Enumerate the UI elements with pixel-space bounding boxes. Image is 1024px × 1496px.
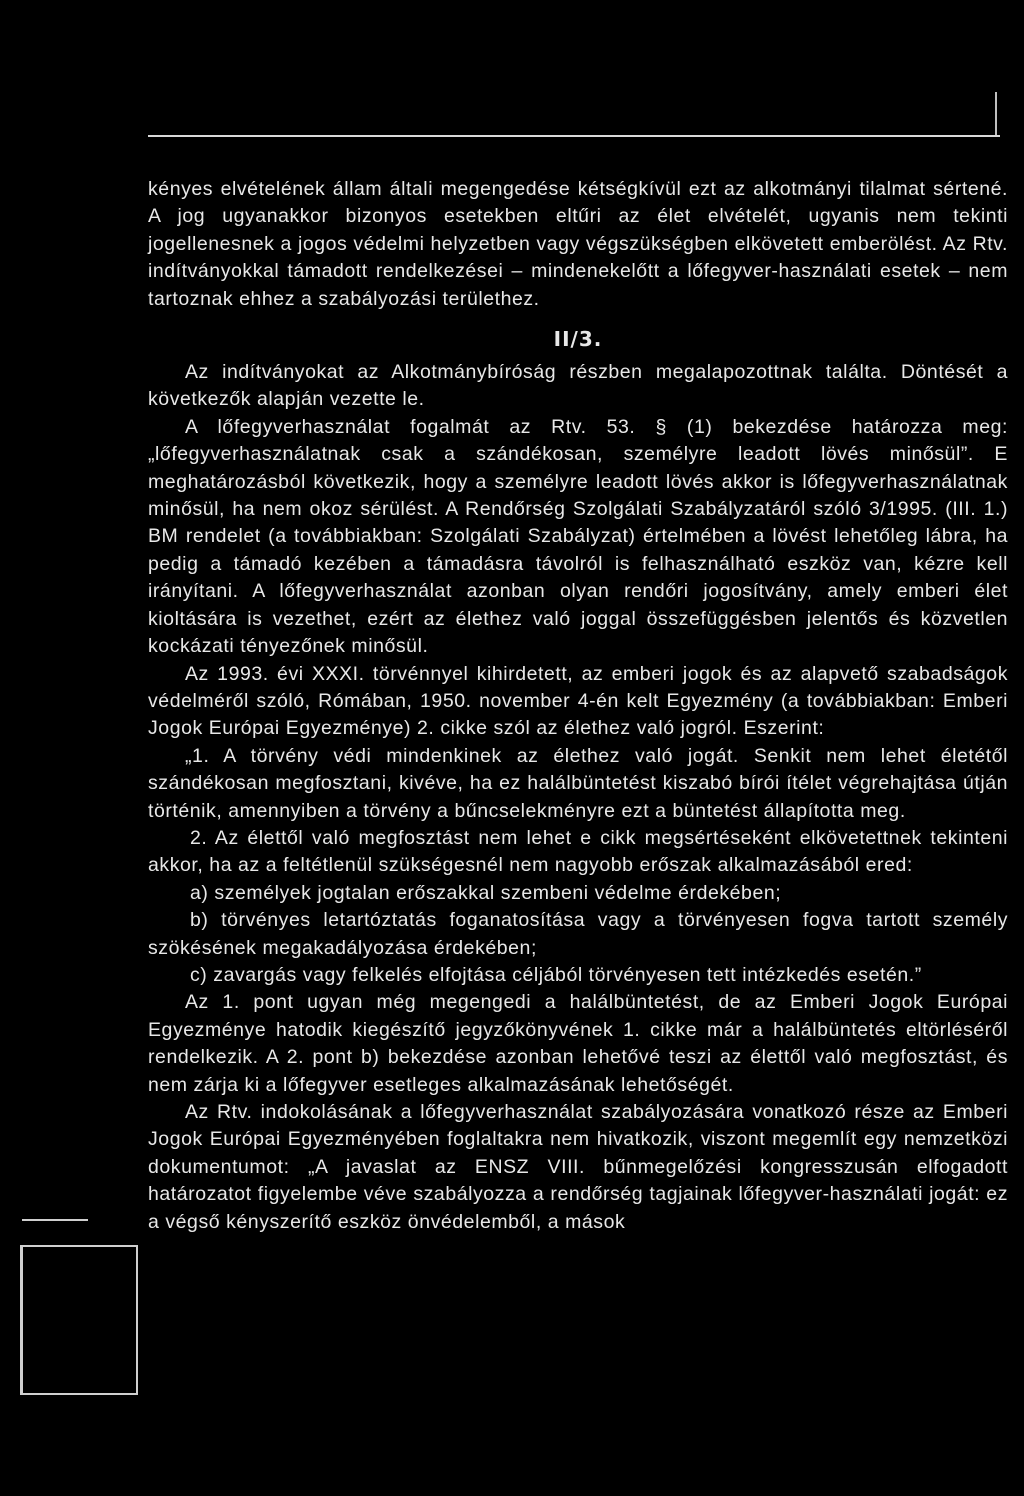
list-item: b) törvényes letartóztatás foganatosítása vagy a törvényesen fogva tartott személy szökésének megakadályozása érdekében; xyxy=(148,909,1008,959)
paragraph: A lőfegyverhasználat fogalmát az Rtv. 53. § (1) bekezdése határozza meg: „lőfegyverhasználatnak csak a szándékosan, személyre leadott lövés minősül”. E meghatározásból következik, hogy a személyre leadott lövés akkor is lőfegyverhasználatnak minősül, ha nem okoz sérülést. A Rendőrség Szolgálati Szabályzatáról szóló 3/1995. (III. 1.) BM rendelet (a továbbiakban: Szolgálati Szabályzat) értelmében a lövést lehetőleg lábra, ha pedig a támadó kezében a támadásra távolról is felhasználható eszköz van, kézre kell irányítani. A lőfegyverhasználat azonban olyan rendőri jogosítvány, amely emberi élet kioltására is vezethet, ezért az élethez való joggal összefüggésben jelentős és közvetlen kockázati tényezőnek minősül. xyxy=(148,415,1008,658)
paragraph: Az 1. pont ugyan még megengedi a halálbüntetést, de az Emberi Jogok Európai Egyezménye hatodik kiegészítő jegyzőkönyvének 1. cikke már a halálbüntetés eltörléséről rendelkezik. A 2. pont b) bekezdése azonban lehetővé teszi az élettől való megfosztást, és nem zárja ki a lőfegyver esetleges alkalmazásának lehetőségét. xyxy=(148,991,1008,1096)
header-rule xyxy=(148,135,1000,137)
page-text-body xyxy=(148,176,1008,1236)
margin-rule xyxy=(22,1219,88,1221)
quoted-paragraph: „1. A törvény védi mindenkinek az élethez való jogát. Senkit nem lehet életétől szándékosan megfosztani, kivéve, ha ez halálbüntetést kiszabó bírói ítélet végrehajtása útján történik, amennyiben a törvény a bűncselekményre ezt a büntetést állapította meg. xyxy=(148,744,1008,822)
paragraph: Az 1993. évi XXXI. törvénnyel kihirdetett, az emberi jogok és az alapvető szabadságok védelméről szóló, Rómában, 1950. november 4-én kelt Egyezmény (a továbbiakban: Emberi Jogok Európai Egyezménye) 2. cikke szól az élethez való jogról. Eszerint: xyxy=(148,662,1008,740)
list-item: a) személyek jogtalan erőszakkal szembeni védelme érdekében; xyxy=(190,881,782,904)
paragraph: Az indítványokat az Alkotmánybíróság részben megalapozottnak találta. Döntését a következők alapján vezette le. xyxy=(148,361,1008,411)
quoted-paragraph: 2. Az élettől való megfosztást nem lehet e cikk megsértéseként elkövetettnek tekinteni akkor, ha az a feltétlenül szükségesnél nem nagyobb erőszak alkalmazásából ered: xyxy=(148,826,1008,877)
paragraph: Az Rtv. indokolásának a lőfegyverhasználat szabályozására vonatkozó része az Emberi Jogok Európai Egyezményében foglaltakra nem hivatkozik, viszont megemlít egy nemzetközi dokumentumot: „A javaslat az ENSZ VIII. bűnmegelőzési kongresszusán elfogadott határozatot figyelembe véve szabályozza a rendőrség tagjainak lőfegyver-használati jogát: ez a végső kényszerítő eszköz önvédelemből, a mások xyxy=(148,1101,1008,1233)
paragraph-continuation: kényes elvételének állam általi megengedése kétségkívül ezt az alkotmányi tilalmat sértené. A jog ugyanakkor bizonyos esetekben eltűri az élet elvételét, ugyanis nem tekinti jogellenesnek a jogos védelmi helyzetben vagy végszükségben elkövetett emberölést. Az Rtv. indítványokkal támadott rendelkezései – mindenekelőtt a lőfegyver-használati esetek – nem tartoznak ehhez a szabályozási területhez. xyxy=(148,178,1008,310)
list-item: c) zavargás vagy felkelés elfojtása céljából törvényesen tett intézkedés esetén.” xyxy=(190,963,922,986)
section-heading: II/3. xyxy=(553,327,603,352)
top-edge-mark xyxy=(995,92,997,136)
margin-box xyxy=(20,1245,138,1395)
